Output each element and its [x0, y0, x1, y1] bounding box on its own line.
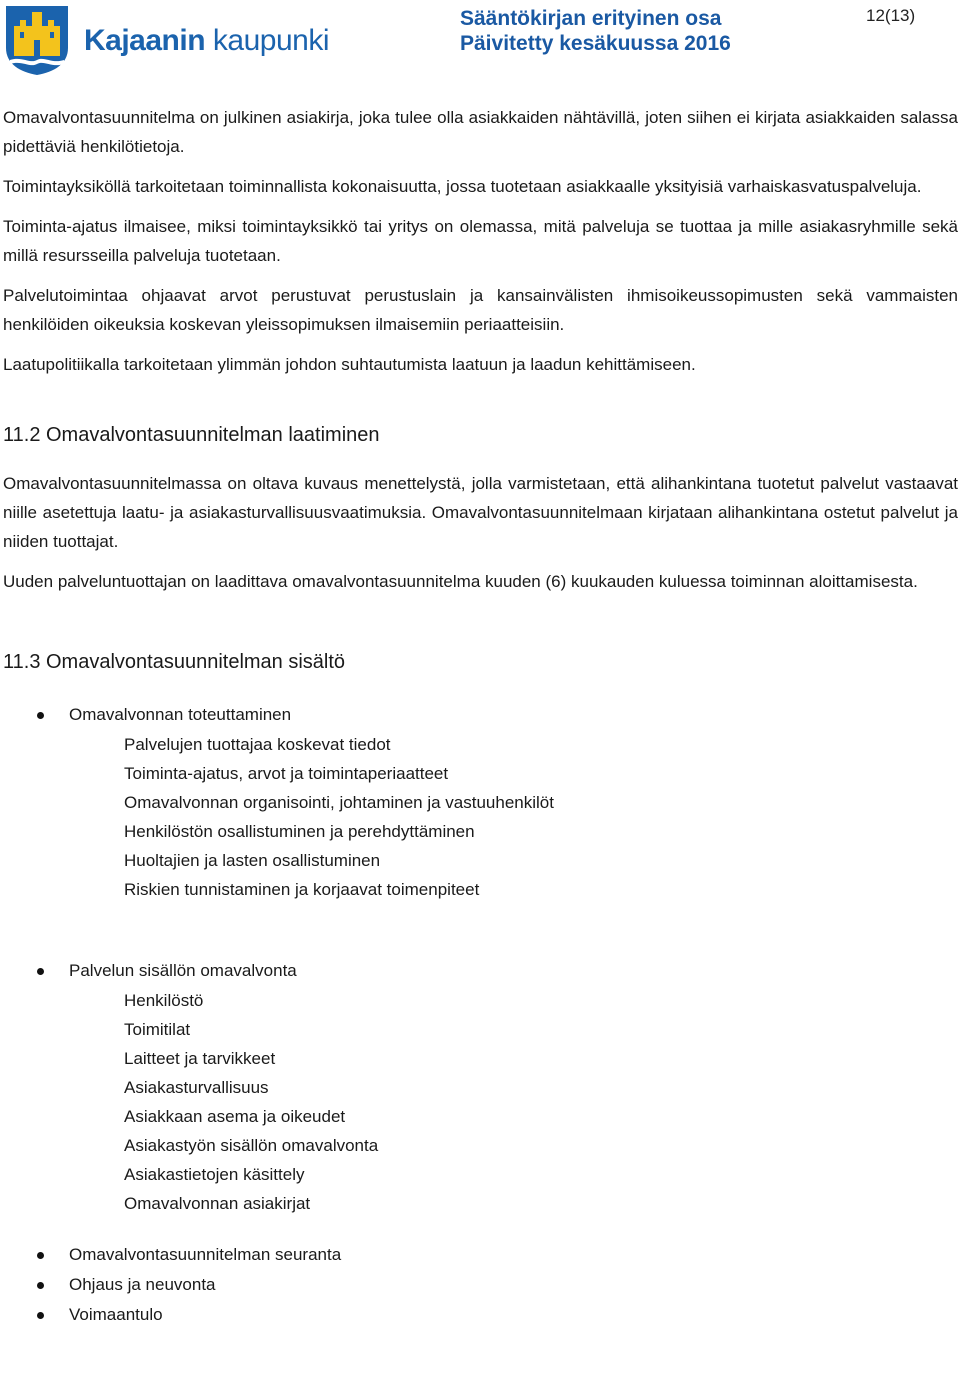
sub-list-item: Asiakkaan asema ja oikeudet	[124, 1107, 346, 1126]
list-item	[3, 700, 958, 904]
section-heading-11-2: 11.2 Omavalvontasuunnitelman laatiminen	[3, 424, 380, 446]
sub-list-item: Huoltajien ja lasten osallistuminen	[124, 851, 381, 870]
sub-list-item: Omavalvonnan asiakirjat	[124, 1194, 311, 1213]
paragraph: Palvelutoimintaa ohjaavat arvot perustuvat perustuslain ja kansainvälisten ihmisoikeussopimusten sekä vammaisten henkilöiden oikeuksia koskevan yleissopimuksen ilmaisemiin periaatteisiin.	[3, 286, 958, 334]
paragraph: Toiminta-ajatus ilmaisee, miksi toimintayksikkö tai yritys on olemassa, mitä palveluja se tuottaa ja mille asiakasryhmille sekä millä resursseilla palveluja tuotetaan.	[3, 217, 958, 265]
list-item	[3, 1300, 958, 1330]
logo-text-light: kaupunki	[212, 24, 329, 57]
paragraph: Toimintayksiköllä tarkoitetaan toiminnallista kokonaisuutta, jossa tuotetaan asiakkaalle yksityisiä varhaiskasvatuspalveluja.	[3, 177, 922, 196]
sub-list-item: Asiakastyön sisällön omavalvonta	[124, 1136, 379, 1155]
list-item	[3, 1270, 958, 1300]
document-body	[3, 103, 958, 1330]
section-heading-11-3: 11.3 Omavalvontasuunnitelman sisältö	[3, 651, 346, 673]
title-line-2: Päivitetty kesäkuussa 2016	[460, 32, 731, 55]
sub-list	[69, 986, 958, 1218]
sub-list-item: Omavalvonnan organisointi, johtaminen ja vastuuhenkilöt	[124, 793, 554, 812]
list-item-label: Palvelun sisällön omavalvonta	[69, 961, 297, 980]
paragraph: Omavalvontasuunnitelmassa on oltava kuvaus menettelystä, jolla varmistetaan, että alihankintana tuotetut palvelut vastaavat niille asetettuja laatu- ja asiakasturvallisuusvaatimuksia. Omavalvontasuunnitelmaan kirjataan alihankintana ostetut palvelut ja niiden tuottajat.	[3, 474, 958, 551]
sub-list-item: Henkilöstö	[124, 991, 204, 1010]
coat-of-arms-icon	[4, 4, 70, 76]
contents-list	[3, 700, 958, 1330]
page-number: 12(13)	[866, 6, 916, 25]
list-item-label: Omavalvontasuunnitelman seuranta	[69, 1245, 342, 1264]
sub-list-item: Laitteet ja tarvikkeet	[124, 1049, 276, 1068]
sub-list-item: Toiminta-ajatus, arvot ja toimintaperiaatteet	[124, 764, 449, 783]
paragraph: Uuden palveluntuottajan on laadittava omavalvontasuunnitelma kuuden (6) kuukauden kuluessa toiminnan aloittamisesta.	[3, 572, 918, 591]
sub-list	[69, 730, 958, 904]
list-item-label: Omavalvonnan toteuttaminen	[69, 705, 292, 724]
sub-list-item: Riskien tunnistaminen ja korjaavat toimenpiteet	[124, 880, 480, 899]
paragraph: Laatupolitiikalla tarkoitetaan ylimmän johdon suhtautumista laatuun ja laadun kehittämiseen.	[3, 355, 696, 374]
city-logo	[4, 4, 354, 76]
list-item-label: Voimaantulo	[69, 1305, 163, 1324]
sub-list-item: Asiakasturvallisuus	[124, 1078, 269, 1097]
sub-list-item: Henkilöstön osallistuminen ja perehdyttäminen	[124, 822, 475, 841]
list-item-label: Ohjaus ja neuvonta	[69, 1275, 216, 1294]
list-item	[3, 1240, 958, 1270]
sub-list-item: Toimitilat	[124, 1020, 191, 1039]
title-line-1: Sääntökirjan erityinen osa	[460, 7, 722, 30]
sub-list-item: Asiakastietojen käsittely	[124, 1165, 305, 1184]
list-item	[3, 956, 958, 1218]
logo-wordmark	[84, 24, 329, 58]
paragraph: Omavalvontasuunnitelma on julkinen asiakirja, joka tulee olla asiakkaiden nähtävillä, joten siihen ei kirjata asiakkaiden salassa pidettäviä henkilötietoja.	[3, 108, 958, 156]
page-header	[0, 0, 960, 90]
document-title	[460, 6, 731, 56]
logo-text-bold: Kajaanin	[84, 24, 206, 57]
sub-list-item: Palvelujen tuottajaa koskevat tiedot	[124, 735, 391, 754]
